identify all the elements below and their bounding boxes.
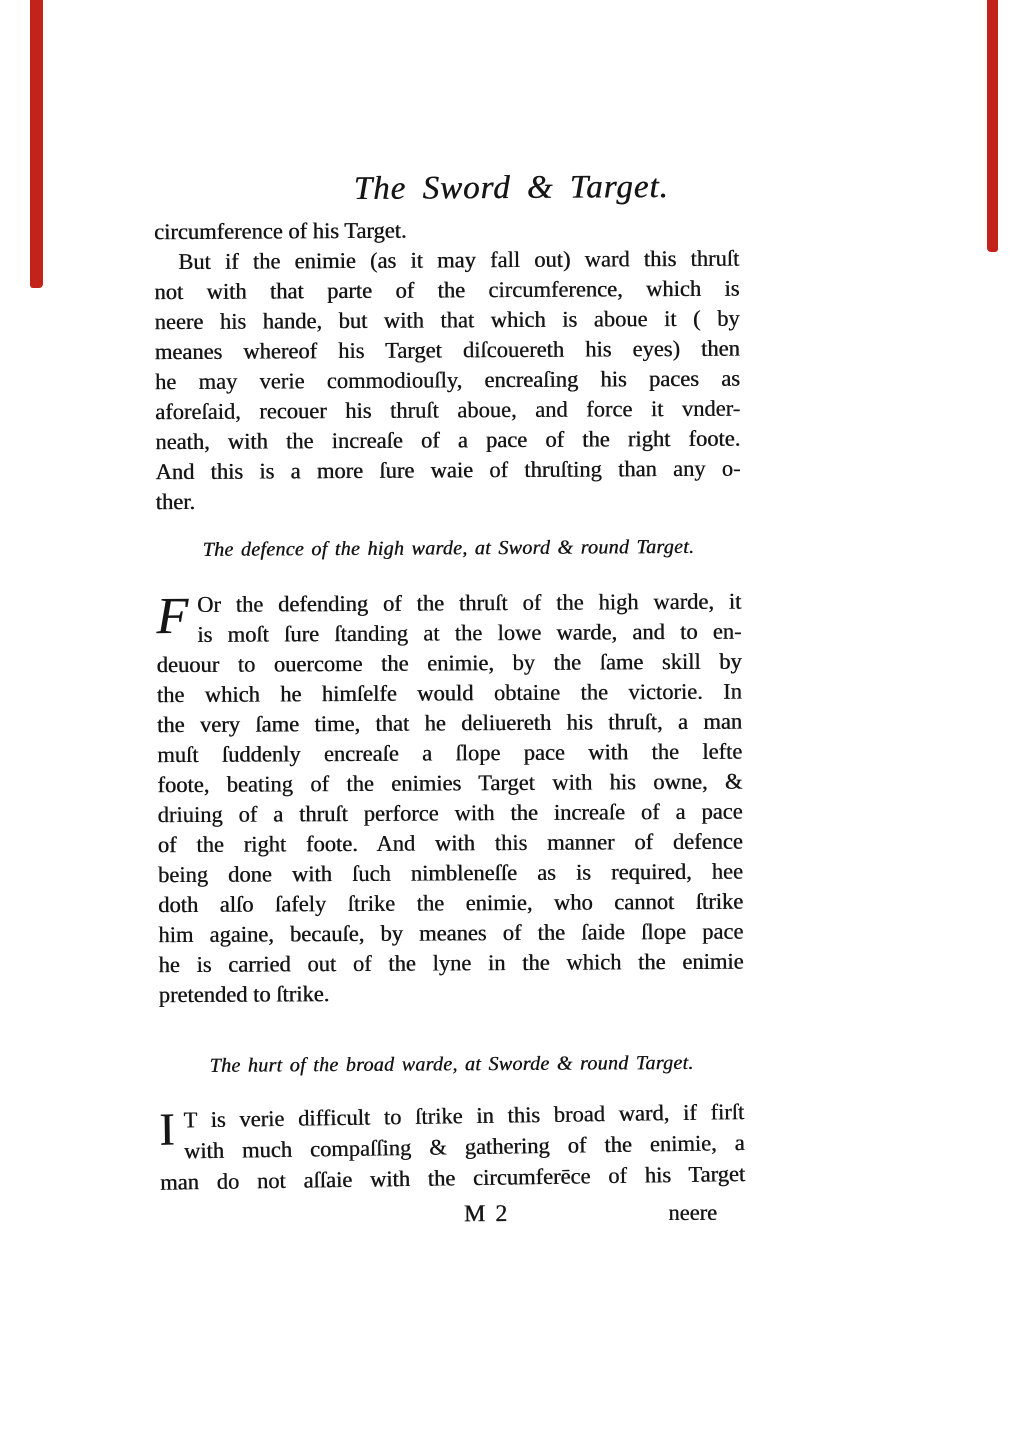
text-line: the which he himſelfe would obtaine the victorie. In: [156, 678, 742, 708]
catchword: neere: [668, 1199, 718, 1226]
paragraph-2: [156, 587, 744, 1011]
text-line: muſt ſuddenly encreaſe a ſlope pace with the lefte: [157, 738, 743, 768]
drop-cap-I: I: [158, 1103, 175, 1155]
section-heading-1: The defence of the high warde, at Sword & round Target.: [202, 535, 695, 561]
text-line: meanes whereof his Target diſcouereth his eyes) then: [154, 335, 740, 365]
text-line: doth alſo ſafely ſtrike the enimie, who cannot ſtrike: [158, 888, 744, 918]
text-line: Or the defending of the thruſt of the high warde, it: [196, 588, 742, 617]
text-line: But if the enimie (as it may fall out) ward this thruſt: [178, 245, 740, 275]
text-line: neath, with the increaſe of a pace of the right foote.: [155, 425, 741, 455]
section-heading-2: The hurt of the broad warde, at Sworde & round Target.: [209, 1051, 694, 1077]
footer: [160, 1197, 745, 1233]
paragraph-1: [154, 214, 741, 518]
text-line: T is verie difficult to ſtrike in this broad ward, if firſt: [183, 1099, 745, 1133]
text-line: the very ſame time, that he deliuereth his thruſt, a man: [156, 708, 743, 738]
signature-mark: M 2: [463, 1201, 510, 1228]
text-line: of the right foote. And with this manner of defence: [157, 828, 743, 858]
text-line: And this is a more ſure waie of thruſting than any o-: [155, 455, 741, 485]
running-title: The Sword & Target.: [353, 169, 669, 207]
text-line: neere his hande, but with that which is aboue it ( by: [154, 305, 740, 335]
text-line: being done with ſuch nimbleneſſe as is required, hee: [157, 858, 743, 888]
text-line: ther.: [155, 488, 196, 515]
text-line: him againe, becauſe, by meanes of the ſaide ſlope pace: [158, 918, 744, 948]
text-line: aforeſaid, recouer his thruſt aboue, and force it vnder-: [155, 395, 741, 425]
drop-cap-F: F: [156, 587, 189, 646]
text-line: foote, beating of the enimies Target with his owne, &: [157, 768, 743, 798]
text-line: is moſt ſure ſtanding at the lowe warde, and to en-: [197, 618, 742, 647]
text-line: he is carried out of the lyne in the which the enimie: [158, 948, 744, 978]
text-line: with much compaſſing & gathering of the enimie, a: [183, 1130, 745, 1164]
text-line: circumference of his Target.: [153, 217, 407, 245]
text-line: he may verie commodiouſly, encreaſing his paces as: [154, 365, 740, 395]
text-line: man do not aſſaie with the circumferēce of his Target: [159, 1161, 746, 1195]
text-line: deuour to ouercome the enimie, by the ſame skill by: [156, 648, 742, 678]
paragraph-3: [159, 1096, 745, 1198]
text-line: driuing of a thruſt perforce with the increaſe of a pace: [157, 798, 743, 828]
text-line: pretended to ſtrike.: [158, 981, 330, 1008]
text-line: not with that parte of the circumference, which is: [154, 275, 740, 305]
